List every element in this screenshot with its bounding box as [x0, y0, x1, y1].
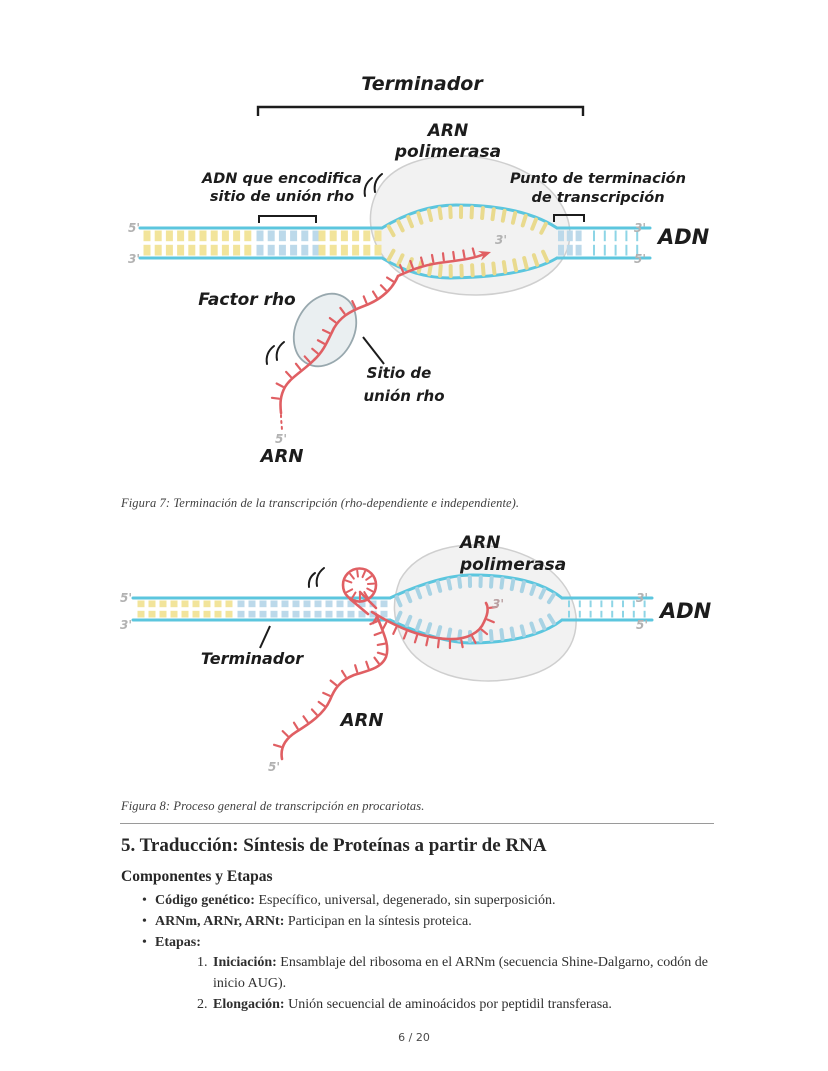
label-adn: ADN: [658, 225, 710, 249]
figure7-caption: Figura 7: Terminación de la transcripción (rho-dependiente e independiente).: [121, 496, 520, 510]
components-bullet-list: [121, 891, 718, 953]
section-divider: [120, 823, 714, 824]
bullet-lead: ARNm, ARNr, ARNt:: [155, 913, 285, 929]
figure8-caption: Figura 8: Proceso general de transcripción en procariotas.: [121, 799, 425, 813]
step-text: Unión secuencial de aminoácidos por peptidil transferasa.: [284, 996, 612, 1012]
rho-site-bracket: [259, 216, 316, 223]
label-3-prime: 3': [633, 221, 647, 235]
label-3-prime: 3': [127, 252, 141, 266]
label-5-prime: 5': [635, 618, 649, 632]
figure8-diagram: [110, 528, 730, 786]
label-adn: ADN: [660, 599, 712, 623]
bullet-lead: Etapas:: [155, 934, 201, 950]
list-item: [121, 933, 718, 954]
page-number: 6 / 20: [398, 1031, 430, 1044]
rho-site-pointer-line: [363, 337, 384, 364]
section-heading: 5. Traducción: Síntesis de Proteínas a partir de RNA: [121, 835, 547, 856]
label-rna-5-prime: 5': [267, 760, 281, 774]
section-traduccion: [121, 833, 718, 1016]
motion-marks-icon: [309, 568, 324, 587]
step-number: 1.: [197, 955, 208, 971]
label-rna-3-prime: 3': [491, 597, 505, 611]
label-5-prime: 5': [633, 252, 647, 266]
label-adn-encodifica: sitio de unión rho: [209, 189, 355, 205]
label-rna-5-prime: 5': [274, 432, 288, 446]
label-3-prime: 3': [635, 591, 649, 605]
bullet-lead: Código genético:: [155, 893, 255, 908]
label-factor-rho: Factor rho: [198, 290, 296, 310]
terminator-bracket: [258, 107, 583, 116]
label-punto-terminacion: de transcripción: [531, 190, 665, 206]
label-arn-polimerasa: ARN: [427, 121, 469, 141]
label-terminador: Terminador: [200, 649, 304, 668]
label-sitio-union-rho: unión rho: [363, 387, 445, 405]
step-number: 2.: [197, 996, 208, 1012]
label-3-prime: 3': [119, 618, 133, 632]
label-adn-encodifica: ADN que encodifica: [202, 171, 362, 187]
step-text: Ensamblaje del ribosoma en el ARNm (secuencia Shine-Dalgarno, codón de inicio AUG).: [213, 955, 708, 992]
label-arn-polimerasa: polimerasa: [394, 142, 502, 162]
section-subheading: Componentes y Etapas: [121, 868, 273, 885]
label-5-prime: 5': [119, 591, 133, 605]
step-lead: Iniciación:: [213, 955, 277, 971]
list-item: [121, 891, 718, 912]
list-item: [121, 912, 718, 933]
label-punto-terminacion: Punto de terminación: [510, 171, 686, 187]
bullet-text: Participan en la síntesis proteica.: [284, 913, 472, 929]
label-5-prime: 5': [127, 221, 141, 235]
label-arn: ARN: [260, 446, 304, 467]
step-lead: Elongación:: [213, 996, 285, 1012]
label-arn: ARN: [340, 710, 384, 731]
label-sitio-union-rho: Sitio de: [366, 364, 432, 382]
label-rna-3-prime: 3': [494, 233, 508, 247]
label-arn-polimerasa: polimerasa: [460, 555, 567, 575]
etapas-numbered-list: [121, 953, 718, 1015]
label-terminador: Terminador: [361, 73, 483, 95]
label-arn-polimerasa: ARN: [460, 533, 501, 553]
terminator-pointer-line: [260, 626, 270, 648]
list-item: [121, 995, 718, 1016]
list-item: [121, 953, 718, 995]
bullet-text: Específico, universal, degenerado, sin superposición.: [254, 893, 556, 908]
figure7-diagram: [110, 62, 730, 484]
